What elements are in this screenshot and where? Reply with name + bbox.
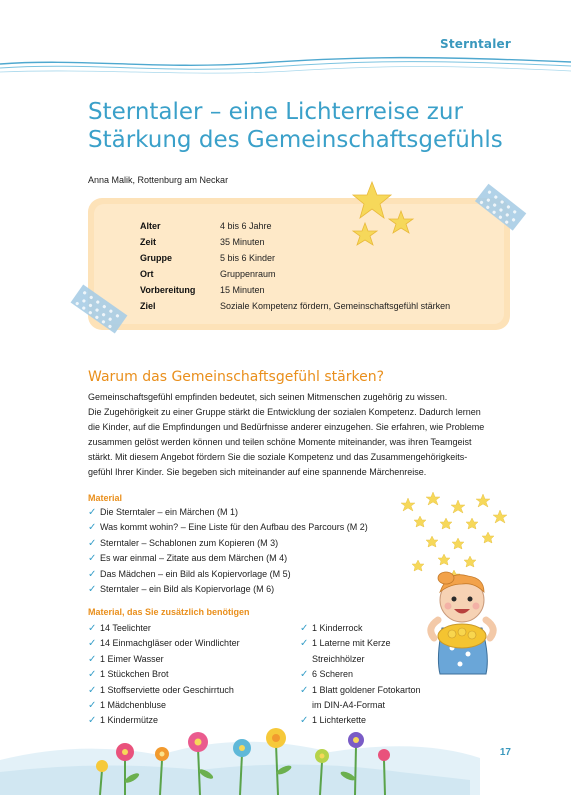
info-value: Soziale Kompetenz fördern, Gemeinschaftsgefühl stärken <box>220 301 451 311</box>
info-key: Alter <box>140 221 161 231</box>
info-value: 4 bis 6 Jahre <box>220 221 272 231</box>
page-number: 17 <box>499 747 511 758</box>
info-row <box>140 298 450 314</box>
material-list <box>88 505 368 597</box>
check-icon: ✓ <box>88 715 97 727</box>
flower-meadow-illustration <box>0 700 571 795</box>
info-row <box>140 266 450 282</box>
list-item: ✓ Es war einmal – Zitate aus dem Märchen (M 4) <box>88 551 368 566</box>
list-item: ✓ Sterntaler – ein Bild als Kopiervorlage (M 6) <box>88 582 368 597</box>
info-value: Gruppenraum <box>220 269 276 279</box>
girl-with-stars-illustration <box>388 488 518 678</box>
running-header: Sterntaler <box>440 37 511 51</box>
list-item: ✓ 6 Scheren <box>300 667 421 682</box>
list-item: ✓ 1 Stoffserviette oder Geschirrtuch <box>88 683 240 698</box>
check-icon: ✓ <box>300 623 309 634</box>
info-row <box>140 250 450 266</box>
list-item: ✓ Die Sterntaler – ein Märchen (M 1) <box>88 505 368 520</box>
info-key: Vorbereitung <box>140 285 196 295</box>
check-icon: ✓ <box>300 715 309 727</box>
list-item: ✓ 1 Mädchenbluse <box>88 698 240 713</box>
body-line: zusammen gelöst werden können und teilen schöne Momente miteinander, was ihren Teamgeist <box>88 437 472 447</box>
page-title <box>88 98 528 154</box>
body-line: stärkt. Mit diesem Angebot fördern Sie die soziale Kompetenz und das Zusammengehörigkeits- <box>88 452 468 462</box>
list-item: ✓ 1 Lichterkette <box>300 713 421 728</box>
list-item: ✓ Was kommt wohin? – Eine Liste für den Aufbau des Parcours (M 2) <box>88 520 368 535</box>
info-key: Ziel <box>140 301 156 311</box>
check-icon: ✓ <box>88 684 97 696</box>
star-icon <box>353 182 391 218</box>
check-icon: ✓ <box>88 669 97 681</box>
check-icon: ✓ <box>300 638 309 650</box>
info-value: 35 Minuten <box>220 237 265 247</box>
list-item: ✓ 1 Laterne mit Kerze <box>300 636 421 651</box>
title-line-1: Sterntaler – eine Lichterreise zur <box>88 99 463 125</box>
section-heading: Warum das Gemeinschaftsgefühl stärken? <box>88 369 384 385</box>
info-key: Ort <box>140 269 154 279</box>
list-item: ✓ 14 Teelichter <box>88 621 240 636</box>
check-icon: ✓ <box>88 584 97 596</box>
body-line: Gemeinschaftsgefühl empfinden bedeutet, sich seinen Mitmenschen zugehörig zu wissen. <box>88 392 448 402</box>
header-wave-lines <box>0 50 571 80</box>
list-item: ✓ 1 Kinderrock <box>300 621 421 636</box>
check-icon: ✓ <box>88 568 97 580</box>
material-label: Material <box>88 493 123 503</box>
author-line: Anna Malik, Rottenburg am Neckar <box>88 175 229 185</box>
extra-material-label: Material, das Sie zusätzlich benötigen <box>88 607 250 617</box>
list-item: Streichhölzer <box>312 653 365 664</box>
list-item: im DIN-A4-Format <box>312 700 386 711</box>
list-item: ✓ Sterntaler – Schablonen zum Kopieren (M 3) <box>88 536 368 551</box>
check-icon: ✓ <box>88 553 97 565</box>
check-icon: ✓ <box>300 669 309 681</box>
check-icon: ✓ <box>88 653 97 665</box>
list-item: ✓ 1 Eimer Wasser <box>88 652 240 667</box>
tape-decoration-left <box>66 282 132 336</box>
info-value: 15 Minuten <box>220 285 265 295</box>
info-key: Gruppe <box>140 253 173 263</box>
star-icon <box>353 223 377 245</box>
body-line: gefühl Ihrer Kinder. Sie begeben sich miteinander auf eine spannende Märchenreise. <box>88 467 427 477</box>
check-icon: ✓ <box>88 537 97 549</box>
list-item: ✓ Das Mädchen – ein Bild als Kopiervorlage (M 5) <box>88 567 368 582</box>
check-icon: ✓ <box>88 522 97 534</box>
body-paragraph <box>88 390 518 480</box>
info-key: Zeit <box>140 237 157 247</box>
star-cluster-illustration <box>348 178 428 252</box>
check-icon: ✓ <box>300 684 309 696</box>
star-icon <box>389 211 413 233</box>
check-icon: ✓ <box>88 700 97 712</box>
body-line: Die Zugehörigkeit zu einer Gruppe stärkt die Entwicklung der sozialen Kompetenz. Dadurch lernen <box>88 407 481 417</box>
list-item: ✓ 1 Kindermütze <box>88 713 240 728</box>
check-icon: ✓ <box>88 623 97 634</box>
list-item: ✓ 14 Einmachgläser oder Windlichter <box>88 636 240 651</box>
title-line-2: Stärkung des Gemeinschaftsgefühls <box>88 127 503 153</box>
list-item: ✓ 1 Blatt goldener Fotokarton <box>300 683 421 698</box>
body-line: die Kinder, auf die Empfindungen und Bedürfnisse anderer einzugehen. Sie erfahren, wie Probleme <box>88 422 485 432</box>
tape-decoration-top <box>470 182 530 234</box>
check-icon: ✓ <box>88 507 97 518</box>
info-value: 5 bis 6 Kinder <box>220 253 276 263</box>
check-icon: ✓ <box>88 638 97 650</box>
list-item: ✓ 1 Stückchen Brot <box>88 667 240 682</box>
info-row <box>140 282 450 298</box>
